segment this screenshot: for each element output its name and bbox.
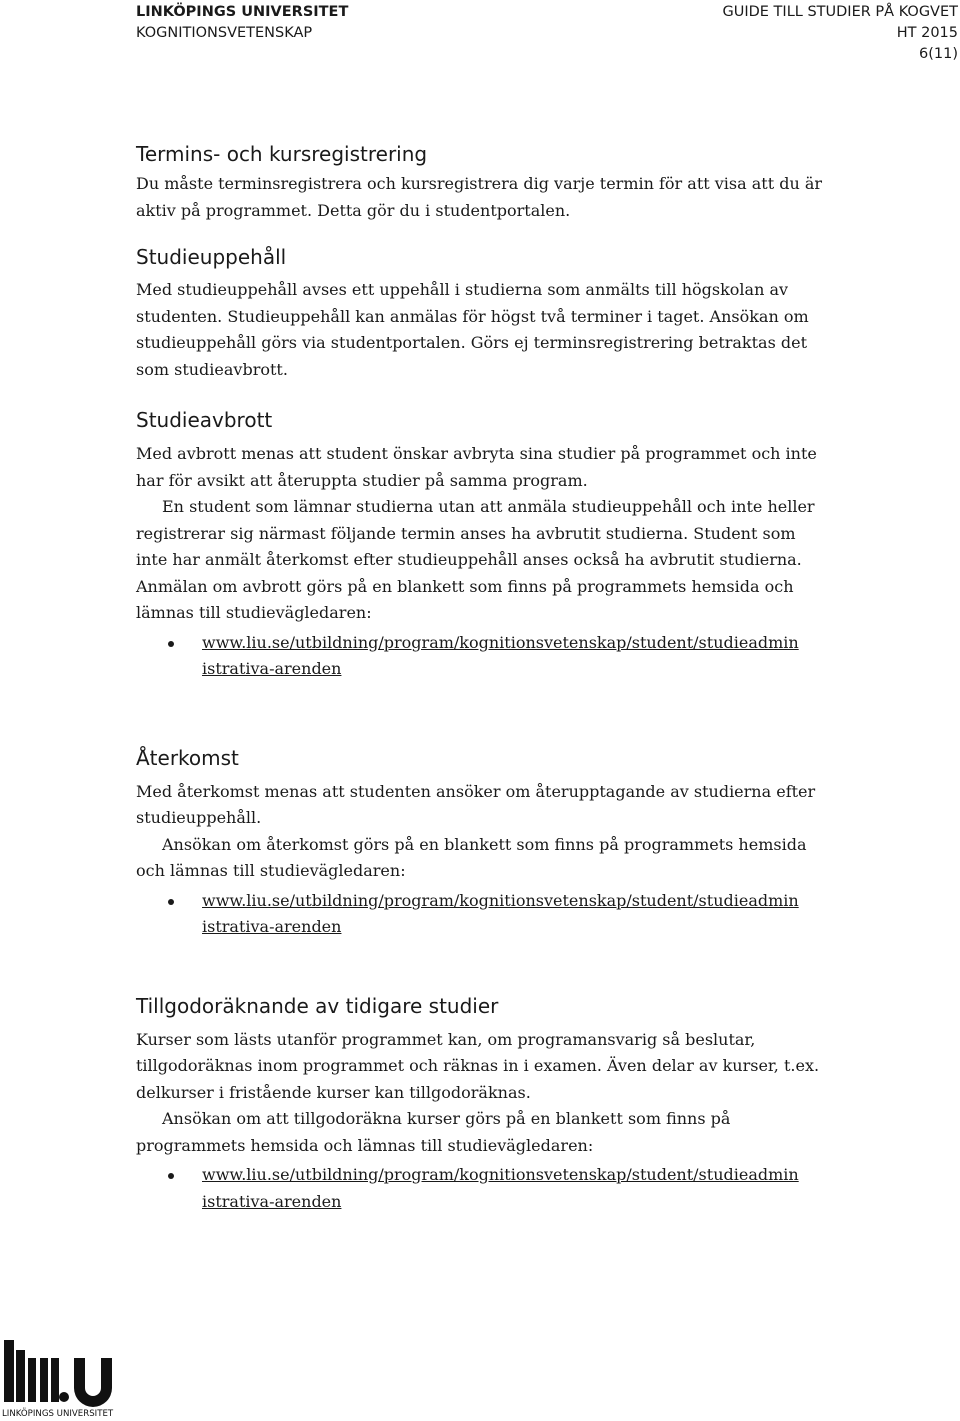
section-studieavbrott bbox=[136, 405, 876, 683]
section-tillgodoraknande bbox=[136, 991, 876, 1216]
studieadmin-link[interactable] bbox=[202, 1162, 876, 1215]
list-item bbox=[136, 630, 876, 683]
list-item bbox=[136, 1162, 876, 1215]
body-line: Anmälan om avbrott görs på en blankett som finns på programmets hemsida och bbox=[136, 576, 794, 596]
body-line: Med avbrott menas att student önskar avbryta sina studier på programmet och inte bbox=[136, 444, 817, 463]
body-line: aktiv på programmet. Detta gör du i studentportalen. bbox=[136, 200, 571, 220]
section-heading: Studieuppehåll bbox=[136, 245, 287, 269]
studieadmin-link[interactable] bbox=[202, 888, 876, 941]
link-text: istrativa-arenden bbox=[202, 917, 342, 936]
body-line: Med återkomst menas att studenten ansöker om återupptagande av studierna efter bbox=[136, 781, 816, 801]
section-heading: Tillgodoräknande av tidigare studier bbox=[136, 993, 499, 1018]
body-line: programmets hemsida och lämnas till studievägledaren: bbox=[136, 1135, 594, 1155]
body-line: Du måste terminsregistrera och kursregistrera dig varje termin för att visa att du är bbox=[136, 174, 823, 193]
body-line: registrerar sig närmast följande termin anses ha avbrutit studierna. Student som bbox=[136, 523, 796, 543]
term-label: HT 2015 bbox=[896, 25, 958, 41]
body-line: En student som lämnar studierna utan att anmäla studieuppehåll och inte heller bbox=[162, 497, 815, 516]
bullet-icon bbox=[168, 899, 174, 905]
link-text: www.liu.se/utbildning/program/kognitionsvetenskap/student/studieadmin bbox=[202, 632, 799, 652]
body-line: Med studieuppehåll avses ett uppehåll i studierna som anmälts till högskolan av bbox=[136, 280, 789, 299]
body-line: studieuppehåll. bbox=[136, 808, 262, 827]
liu-logo-icon bbox=[2, 1336, 126, 1418]
header-left bbox=[136, 2, 348, 44]
studieadmin-link[interactable] bbox=[202, 630, 876, 683]
department-name: KOGNITIONSVETENSKAP bbox=[136, 25, 313, 41]
body-line: studieuppehåll görs via studentportalen. Görs ej terminsregistrering betraktas det bbox=[136, 333, 808, 352]
body-line: som studieavbrott. bbox=[136, 359, 288, 379]
section-registrering bbox=[136, 139, 876, 224]
bullet-icon bbox=[168, 641, 174, 647]
body-line: Ansökan om att tillgodoräkna kurser görs på en blankett som finns på bbox=[162, 1109, 731, 1128]
page-number: 6(11) bbox=[919, 46, 958, 62]
body-line: inte har anmält återkomst efter studieuppehåll anses också ha avbrutit studierna. bbox=[136, 550, 802, 569]
body-line: lämnas till studievägledaren: bbox=[136, 603, 372, 622]
section-heading: Studieavbrott bbox=[136, 408, 273, 432]
link-list bbox=[136, 888, 876, 941]
body-line: studenten. Studieuppehåll kan anmälas för högst två terminer i taget. Ansökan om bbox=[136, 306, 809, 326]
link-text: istrativa-arenden bbox=[202, 1191, 342, 1211]
link-text: istrativa-arenden bbox=[202, 659, 342, 678]
document-title: GUIDE TILL STUDIER PÅ KOGVET bbox=[722, 4, 958, 20]
link-text: www.liu.se/utbildning/program/kognitionsvetenskap/student/studieadmin bbox=[202, 1165, 799, 1184]
logo-wordmark: LINKÖPINGS UNIVERSITET bbox=[2, 1409, 114, 1418]
link-list bbox=[136, 1162, 876, 1215]
document-body bbox=[136, 139, 876, 1215]
section-heading: Termins- och kursregistrering bbox=[136, 142, 428, 166]
university-name: LINKÖPINGS UNIVERSITET bbox=[136, 4, 349, 20]
body-line: delkurser i fristående kurser kan tillgodoräknas. bbox=[136, 1082, 531, 1102]
body-line: Ansökan om återkomst görs på en blankett som finns på programmets hemsida bbox=[162, 834, 807, 854]
link-list bbox=[136, 630, 876, 683]
section-studieuppehall bbox=[136, 242, 876, 383]
section-heading: Återkomst bbox=[136, 745, 239, 770]
link-text: www.liu.se/utbildning/program/kognitionsvetenskap/student/studieadmin bbox=[202, 890, 799, 910]
body-line: tillgodoräknas inom programmet och räknas in i examen. Även delar av kurser, t.ex. bbox=[136, 1056, 820, 1075]
header-right bbox=[723, 2, 959, 65]
bullet-icon bbox=[168, 1173, 174, 1179]
body-line: har för avsikt att återuppta studier på samma program. bbox=[136, 470, 588, 490]
list-item bbox=[136, 888, 876, 941]
body-line: och lämnas till studievägledaren: bbox=[136, 861, 406, 880]
body-line: Kurser som lästs utanför programmet kan, om programansvarig så beslutar, bbox=[136, 1029, 756, 1049]
section-aterkomst bbox=[136, 743, 876, 941]
